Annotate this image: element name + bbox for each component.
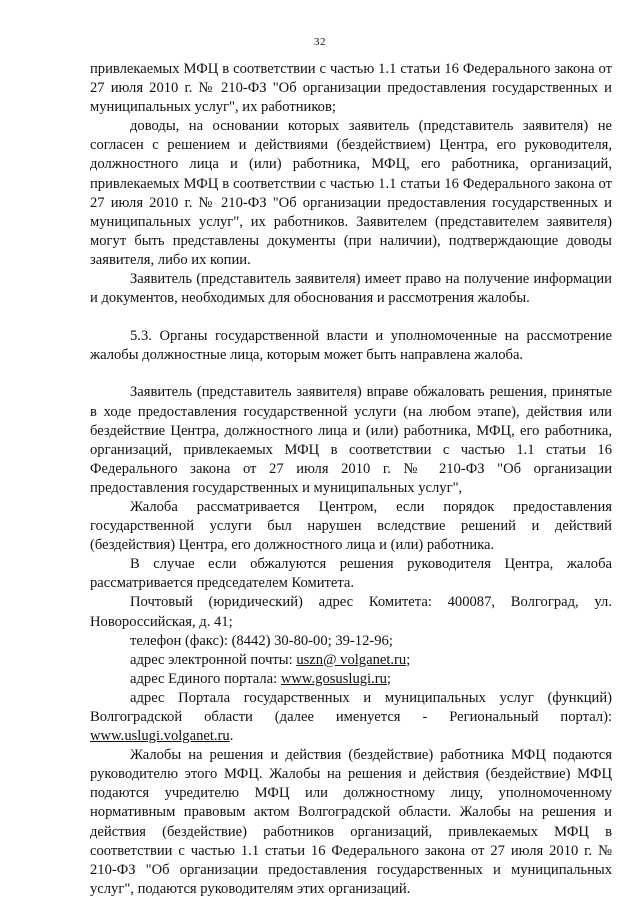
paragraph-appeal-right: Заявитель (представитель заявителя) вправе обжаловать решения, принятые в ходе предоставления государственной услуги (на любом этапе), действия или бездействие Центра, должностного лица и (или) работника, МФЦ, его работника, организаций, привлекаемых МФЦ в соответствии с частью 1.1 статьи 16 Федерального закона от 27 июля 2010 г. № 210-ФЗ "Об организации предоставления государственных и муниципальных услуг", — [90, 384, 612, 496]
paragraph-right-to-info: Заявитель (представитель заявителя) имеет право на получение информации и документов, необходимых для обоснования и рассмотрения жалобы. — [90, 271, 612, 307]
paragraph-complaint-center: Жалоба рассматривается Центром, если порядок предоставления государственной услуги был нарушен вследствие решений и действий (бездействия) Центра, его должностного лица и (или) работника. — [90, 498, 612, 554]
portal-line — [90, 670, 612, 689]
portal-suffix: ; — [386, 670, 391, 687]
paragraph-complaint-committee: В случае если обжалуются решения руководителя Центра, жалоба рассматривается председателем Комитета. — [90, 556, 612, 592]
regional-portal-suffix: . — [229, 728, 234, 745]
paragraph-mfc-complaints: Жалобы на решения и действия (бездействие) работника МФЦ подаются руководителю этого МФЦ. Жалобы на решения и действия (бездействие) МФЦ подаются учредителю МФЦ или должностному лицу, уполномоченному нормативным правовым актом Волгоградской области. Жалобы на решения и действия (бездействие) работников организаций, привлекаемых МФЦ в соответствии с частью 1.1 статьи 16 Федерального закона от 27 июля 2010 г. № 210-ФЗ "Об организации предоставления государственных и муниципальных услуг", подаются руководителям этих организаций. — [90, 747, 612, 897]
email-label: адрес электронной почты: — [130, 651, 297, 668]
phone-fax: телефон (факс): (8442) 30-80-00; 39-12-96; — [130, 632, 393, 649]
document-body — [90, 60, 612, 899]
paragraph-arguments: доводы, на основании которых заявитель (представитель заявителя) не согласен с решением и действиями (бездействием) Центра, его руководителя, должностного лица и (или) работника, МФЦ, его работника, организаций, привлекаемых МФЦ в соответствии с частью 1.1 статьи 16 Федерального закона от 27 июля 2010 г. № 210-ФЗ "Об организации предоставления государственных и муниципальных услуг", их работников. Заявителем (представителем заявителя) могут быть представлены документы (при наличии), подтверждающие доводы заявителя, либо их копии. — [90, 118, 612, 268]
portal-link[interactable]: www.gosuslugi.ru — [280, 670, 387, 687]
regional-portal-line — [90, 689, 612, 746]
email-suffix: ; — [406, 651, 411, 668]
postal-address: Почтовый (юридический) адрес Комитета: 400087, Волгоград, ул. Новороссийская, д. 41; — [90, 594, 612, 630]
regional-portal-text: адрес Портала государственных и муниципальных услуг (функций) Волгоградской области (далее именуется - Региональный портал): — [90, 689, 612, 725]
page-number: 32 — [314, 36, 326, 48]
email-line — [90, 651, 612, 670]
paragraph-mfc-workers: привлекаемых МФЦ в соответствии с частью 1.1 статьи 16 Федерального закона от 27 июля 2010 г. № 210-ФЗ "Об организации предоставления государственных и муниципальных услуг", их работников; — [90, 61, 612, 116]
email-link[interactable]: uszn@ volganet.ru — [296, 651, 407, 668]
regional-portal-link[interactable]: www.uslugi.volganet.ru — [90, 728, 230, 745]
section-heading-5-3: 5.3. Органы государственной власти и уполномоченные на рассмотрение жалобы должностные лица, которым может быть направлена жалоба. — [90, 328, 612, 364]
portal-label: адрес Единого портала: — [130, 670, 281, 687]
